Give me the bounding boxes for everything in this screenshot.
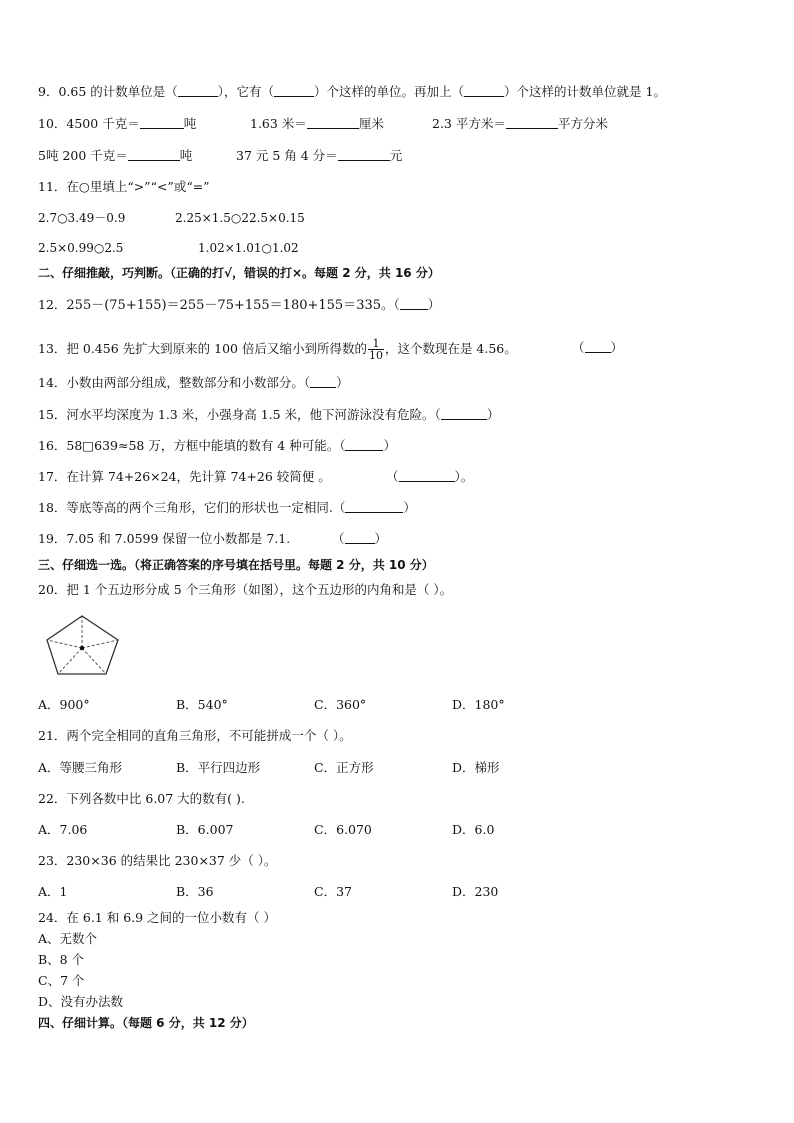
q14-close: ） bbox=[336, 375, 349, 390]
question-18 bbox=[38, 500, 416, 516]
q17-answer bbox=[386, 469, 473, 485]
q10-blank-3[interactable] bbox=[506, 116, 558, 129]
q10-text-g: 5吨 200 千克＝ bbox=[38, 148, 128, 163]
q22-option-d[interactable]: D．6.0 bbox=[452, 822, 495, 837]
q16-text: 16．58□639≈58 万，方框中能填的数有 4 种可能。（ bbox=[38, 438, 346, 453]
q24-option-b[interactable]: B、8 个 bbox=[38, 952, 85, 967]
q22-option-b[interactable]: B．6.007 bbox=[176, 822, 234, 837]
q9-text-b: ），它有（ bbox=[217, 84, 275, 99]
q23-option-c[interactable]: C．37 bbox=[314, 884, 352, 899]
q9-text-c: ）个这样的单位。再加上（ bbox=[314, 84, 465, 99]
q13-close: ） bbox=[610, 340, 624, 355]
q19-open: （ bbox=[332, 531, 345, 546]
q13-answer-blank[interactable] bbox=[585, 340, 611, 353]
q11-expr-1[interactable]: 2.7○3.49－0.9 bbox=[38, 211, 126, 225]
q15-answer-blank[interactable] bbox=[441, 407, 487, 420]
q12-open: 。（ bbox=[381, 297, 400, 312]
q9-text-d: ）个这样的计数单位就是 1。 bbox=[504, 84, 666, 99]
q10-text-e: 2.3 平方米＝ bbox=[432, 116, 506, 131]
question-10-part-5 bbox=[236, 148, 402, 164]
pentagon-center-dot bbox=[80, 646, 84, 650]
q13-answer bbox=[572, 340, 623, 356]
question-20: 20．把 1 个五边形分成 5 个三角形（如图），这个五边形的内角和是（ ）。 bbox=[38, 582, 453, 597]
fraction-denominator: 10 bbox=[368, 349, 383, 362]
q13-text-a: 13．把 0.456 先扩大到原来的 100 倍后又缩小到所得数的 bbox=[38, 341, 367, 356]
q20-option-b[interactable]: B．540° bbox=[176, 697, 228, 712]
q16-answer-blank[interactable] bbox=[345, 438, 383, 451]
question-16 bbox=[38, 438, 396, 454]
q14-answer-blank[interactable] bbox=[310, 375, 336, 388]
q18-close: ） bbox=[403, 500, 416, 515]
q10-text-d: 厘米 bbox=[358, 116, 384, 131]
q21-option-d[interactable]: D．梯形 bbox=[452, 760, 500, 775]
q12-close: ） bbox=[427, 297, 441, 312]
q11-expr-2[interactable]: 2.25×1.5○22.5×0.15 bbox=[175, 211, 305, 225]
q19-answer-blank[interactable] bbox=[345, 531, 375, 544]
q15-close: ） bbox=[486, 407, 500, 422]
q10-blank-4[interactable] bbox=[128, 148, 180, 161]
q24-option-a[interactable]: A、无数个 bbox=[38, 931, 98, 946]
question-10-line-2 bbox=[38, 148, 192, 164]
question-21: 21．两个完全相同的直角三角形，不可能拼成一个（ ）。 bbox=[38, 728, 352, 743]
q16-close: ） bbox=[383, 438, 396, 453]
q12-number: 12． bbox=[38, 297, 67, 312]
q10-text-i: 37 元 5 角 4 分＝ bbox=[236, 148, 338, 163]
q19-close: ） bbox=[374, 531, 388, 546]
q10-blank-1[interactable] bbox=[140, 116, 184, 129]
q9-blank-2[interactable] bbox=[274, 84, 314, 97]
q18-answer-blank[interactable] bbox=[345, 500, 403, 513]
pentagon-figure bbox=[44, 612, 122, 678]
question-15 bbox=[38, 407, 499, 423]
q22-option-a[interactable]: A．7.06 bbox=[38, 822, 88, 837]
question-10-part-3 bbox=[432, 116, 608, 132]
q21-option-a[interactable]: A．等腰三角形 bbox=[38, 760, 123, 775]
question-11-title: 11．在○里填上“>”“<”或“=” bbox=[38, 179, 210, 194]
question-9 bbox=[38, 84, 666, 100]
q11-expr-3[interactable]: 2.5×0.99○2.5 bbox=[38, 241, 124, 255]
q22-option-c[interactable]: C．6.070 bbox=[314, 822, 372, 837]
q20-option-a[interactable]: A．900° bbox=[38, 697, 90, 712]
q10-text-b: 吨 bbox=[183, 116, 197, 131]
q14-text: 14．小数由两部分组成，整数部分和小数部分。（ bbox=[38, 375, 311, 390]
q17-close: ）。 bbox=[454, 469, 474, 484]
q18-text: 18．等底等高的两个三角形，它们的形状也一定相同.（ bbox=[38, 500, 346, 515]
q10-text-h: 吨 bbox=[179, 148, 193, 163]
q21-option-c[interactable]: C．正方形 bbox=[314, 760, 374, 775]
question-22: 22．下列各数中比 6.07 大的数有( ). bbox=[38, 791, 245, 806]
q9-text-a: 9．0.65 的计数单位是（ bbox=[38, 84, 178, 99]
q23-option-d[interactable]: D．230 bbox=[452, 884, 499, 899]
q10-text-c: 1.63 米＝ bbox=[250, 116, 307, 131]
q21-option-b[interactable]: B．平行四边形 bbox=[176, 760, 261, 775]
question-19: 19．7.05 和 7.0599 保留一位小数都是 7.1. bbox=[38, 531, 291, 546]
q15-text: 15．河水平均深度为 1.3 米，小强身高 1.5 米，他下河游泳没有危险。（ bbox=[38, 407, 441, 422]
q24-option-d[interactable]: D、没有办法数 bbox=[38, 994, 124, 1009]
q13-text-b: ，这个数现在是 4.56。 bbox=[384, 341, 517, 356]
q13-fraction bbox=[368, 338, 384, 361]
q12-answer-blank[interactable] bbox=[400, 297, 428, 310]
pentagon-dashed-lines bbox=[47, 616, 118, 674]
q12-expression: 255－(75+155)＝255－75+155＝180+155＝335 bbox=[66, 298, 382, 313]
q10-text-j: 元 bbox=[389, 148, 403, 163]
q19-answer bbox=[332, 531, 387, 547]
section-2-heading: 二、仔细推敲，巧判断。（正确的打√，错误的打×。每题 2 分，共 16 分） bbox=[38, 266, 440, 280]
question-10-part-2 bbox=[250, 116, 384, 132]
question-24: 24．在 6.1 和 6.9 之间的一位小数有（ ） bbox=[38, 910, 277, 925]
q17-open: （ bbox=[386, 469, 399, 484]
q9-blank-1[interactable] bbox=[178, 84, 218, 97]
q9-blank-3[interactable] bbox=[464, 84, 504, 97]
q17-answer-blank[interactable] bbox=[399, 469, 455, 482]
question-17: 17．在计算 74+26×24，先计算 74+26 较简便 。 bbox=[38, 469, 331, 484]
pentagon-outline bbox=[47, 616, 118, 674]
q20-option-d[interactable]: D．180° bbox=[452, 697, 505, 712]
q23-option-b[interactable]: B．36 bbox=[176, 884, 214, 899]
q24-option-c[interactable]: C、7 个 bbox=[38, 973, 85, 988]
question-13 bbox=[38, 338, 517, 361]
q10-blank-2[interactable] bbox=[307, 116, 359, 129]
q13-open: （ bbox=[572, 340, 585, 355]
section-4-heading: 四、仔细计算。（每题 6 分，共 12 分） bbox=[38, 1016, 254, 1030]
question-12 bbox=[38, 297, 440, 314]
section-3-heading: 三、仔细选一选。（将正确答案的序号填在括号里。每题 2 分，共 10 分） bbox=[38, 558, 434, 572]
fraction-numerator: 1 bbox=[368, 338, 384, 350]
q23-option-a[interactable]: A．1 bbox=[38, 884, 68, 899]
q20-option-c[interactable]: C．360° bbox=[314, 697, 367, 712]
q10-text-f: 平方分米 bbox=[557, 116, 608, 131]
q10-blank-5[interactable] bbox=[338, 148, 390, 161]
question-23: 23．230×36 的结果比 230×37 少（ ）。 bbox=[38, 853, 277, 868]
question-14 bbox=[38, 375, 349, 391]
question-10 bbox=[38, 116, 196, 132]
q11-expr-4[interactable]: 1.02×1.01○1.02 bbox=[198, 241, 299, 255]
q10-text-a: 10．4500 千克＝ bbox=[38, 116, 140, 131]
